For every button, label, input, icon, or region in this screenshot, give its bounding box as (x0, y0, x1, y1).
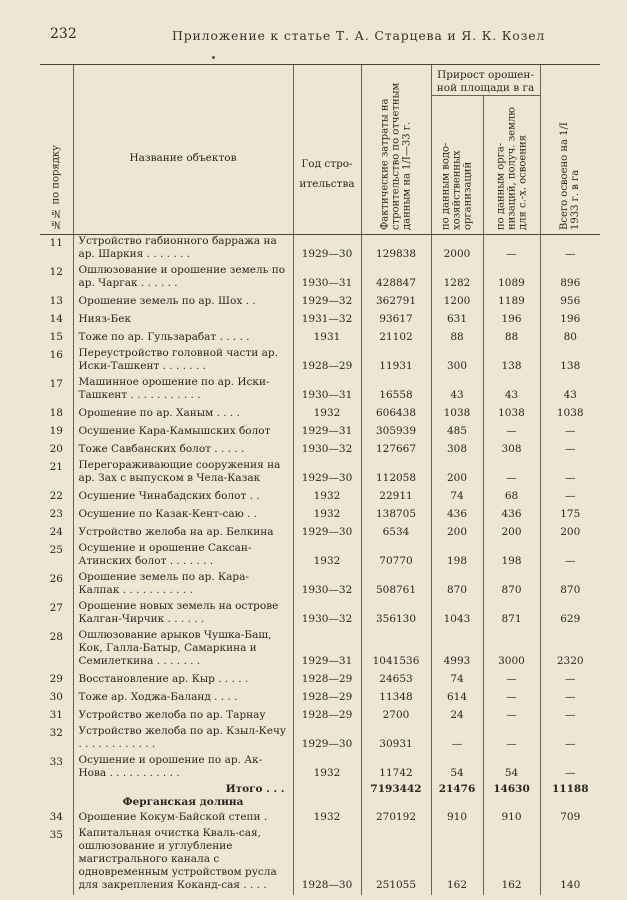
growth-water-data: 1038 (431, 405, 483, 423)
row-number: 33 (49, 756, 63, 768)
developed-area: 1038 (540, 405, 600, 423)
row-number: 25 (49, 544, 63, 556)
total-water: 21476 (431, 783, 483, 796)
developed-area: 175 (540, 506, 600, 524)
growth-land-data: 88 (483, 329, 540, 347)
developed-area: — (540, 488, 600, 506)
total-row (40, 783, 600, 796)
row-number: 35 (49, 829, 63, 841)
growth-water-data: 2000 (431, 235, 483, 265)
developed-area: — (540, 671, 600, 689)
growth-land-data: 43 (483, 376, 540, 405)
construction-year: 1929—31 (293, 629, 361, 671)
growth-water-data: 162 (431, 827, 483, 895)
construction-year: 1931—32 (293, 311, 361, 329)
growth-land-data: 162 (483, 827, 540, 895)
row-number: 21 (49, 461, 63, 473)
growth-water-data: 200 (431, 524, 483, 542)
growth-water-data: 1043 (431, 600, 483, 629)
actual-cost: 356130 (361, 600, 431, 629)
growth-land-data: 68 (483, 488, 540, 506)
row-number: 18 (49, 407, 63, 419)
growth-land-data: 436 (483, 506, 540, 524)
growth-water-data: — (431, 725, 483, 754)
growth-land-data: 870 (483, 571, 540, 600)
growth-land-data: 910 (483, 809, 540, 827)
table-row (40, 524, 600, 542)
object-name: Капитальная очистка Кваль-сая, ошлюзование и углубление магистрального канала с одновременным устройством русла для закрепления Коканд-сая . . . . (73, 827, 293, 895)
developed-area: 956 (540, 293, 600, 311)
page-number: 232 (50, 26, 77, 42)
growth-water-data: 88 (431, 329, 483, 347)
actual-cost: 362791 (361, 293, 431, 311)
growth-water-data: 485 (431, 423, 483, 441)
col-header-growth-group: Прирост орошен- ной площади в га (431, 65, 540, 96)
object-name: Орошение по ар. Ханым . . . . (73, 405, 293, 423)
object-name: Перегораживающие сооружения на ар. Зах с выпуском в Чела-Казак (73, 459, 293, 488)
developed-area: — (540, 423, 600, 441)
construction-year: 1928—29 (293, 347, 361, 376)
object-name: Нияз-Бек (73, 311, 293, 329)
object-name: Ошлюзование арыков Чушка-Баш, Кок, Галла-Батыр, Самаркина и Семилеткина . . . . . . . (73, 629, 293, 671)
developed-area: 629 (540, 600, 600, 629)
construction-year: 1932 (293, 754, 361, 783)
actual-cost: 6534 (361, 524, 431, 542)
row-number: 12 (49, 266, 63, 278)
actual-cost: 21102 (361, 329, 431, 347)
construction-year: 1930—32 (293, 441, 361, 459)
object-name: Орошение земель по ар. Кара-Калпак . . . . . . . . . . . (73, 571, 293, 600)
growth-water-data: 436 (431, 506, 483, 524)
row-number: 34 (49, 811, 63, 823)
table-row (40, 827, 600, 895)
object-name: Осушение по Казак-Кент-саю . . (73, 506, 293, 524)
actual-cost: 270192 (361, 809, 431, 827)
developed-area: 43 (540, 376, 600, 405)
table-row (40, 725, 600, 754)
growth-water-data: 200 (431, 459, 483, 488)
actual-cost: 24653 (361, 671, 431, 689)
object-name: Тоже Савбанских болот . . . . . (73, 441, 293, 459)
growth-water-data: 4993 (431, 629, 483, 671)
construction-year: 1929—32 (293, 293, 361, 311)
total-land: 14630 (483, 783, 540, 796)
object-name: Переустройство головной части ар. Иски-Ташкент . . . . . . . (73, 347, 293, 376)
construction-year: 1929—30 (293, 459, 361, 488)
growth-land-data: — (483, 423, 540, 441)
developed-area: 2320 (540, 629, 600, 671)
actual-cost: 305939 (361, 423, 431, 441)
row-number: 13 (49, 295, 63, 307)
developed-area: — (540, 707, 600, 725)
growth-water-data: 74 (431, 671, 483, 689)
developed-area: — (540, 725, 600, 754)
total-developed: 11188 (540, 783, 600, 796)
table-body-fergana (40, 809, 600, 895)
actual-cost: 30931 (361, 725, 431, 754)
growth-land-data: 196 (483, 311, 540, 329)
actual-cost: 11742 (361, 754, 431, 783)
object-name: Восстановление ар. Кыр . . . . . (73, 671, 293, 689)
growth-water-data: 54 (431, 754, 483, 783)
developed-area: — (540, 754, 600, 783)
col-header-growth-water: по данным водо- хозяйственных организаций (431, 96, 483, 235)
developed-area: — (540, 441, 600, 459)
actual-cost: 22911 (361, 488, 431, 506)
actual-cost: 70770 (361, 542, 431, 571)
table-row (40, 459, 600, 488)
construction-year: 1928—29 (293, 689, 361, 707)
growth-land-data: 1089 (483, 264, 540, 293)
actual-cost: 428847 (361, 264, 431, 293)
actual-cost: 2700 (361, 707, 431, 725)
region-title: Ферганская долина (73, 796, 293, 809)
running-title: Приложение к статье Т. А. Старцева и Я. К. Козел (172, 28, 546, 43)
page-header (0, 26, 627, 46)
row-number: 20 (49, 443, 63, 455)
object-name: Ошлюзование и орошение земель по ар. Чаргак . . . . . . (73, 264, 293, 293)
actual-cost: 127667 (361, 441, 431, 459)
actual-cost: 129838 (361, 235, 431, 265)
developed-area: 896 (540, 264, 600, 293)
construction-year: 1932 (293, 488, 361, 506)
table-row (40, 423, 600, 441)
row-number: 28 (49, 631, 63, 643)
developed-area: 80 (540, 329, 600, 347)
object-name: Орошение новых земель на острове Калган-Чирчик . . . . . . (73, 600, 293, 629)
table-row (40, 707, 600, 725)
construction-year: 1930—32 (293, 600, 361, 629)
construction-year: 1929—31 (293, 423, 361, 441)
object-name: Орошение земель по ар. Шох . . (73, 293, 293, 311)
growth-water-data: 631 (431, 311, 483, 329)
actual-cost: 1041536 (361, 629, 431, 671)
row-number: 15 (49, 331, 63, 343)
object-name: Устройство габионного барража на ар. Шаркия . . . . . . . (73, 235, 293, 265)
growth-land-data: 1189 (483, 293, 540, 311)
growth-land-data: 200 (483, 524, 540, 542)
col-header-name: Название объектов (73, 65, 293, 235)
table-row (40, 441, 600, 459)
growth-land-data: — (483, 459, 540, 488)
region-row (40, 796, 600, 809)
growth-water-data: 24 (431, 707, 483, 725)
construction-year: 1929—30 (293, 524, 361, 542)
table-row (40, 600, 600, 629)
table-total (40, 783, 600, 809)
object-name: Тоже ар. Ходжа-Баланд . . . . (73, 689, 293, 707)
growth-water-data: 43 (431, 376, 483, 405)
table-row (40, 235, 600, 265)
construction-year: 1928—29 (293, 707, 361, 725)
actual-cost: 138705 (361, 506, 431, 524)
actual-cost: 11931 (361, 347, 431, 376)
object-name: Осушение Кара-Камышских болот (73, 423, 293, 441)
col-header-no: №№ по порядку (40, 65, 73, 235)
row-number: 14 (49, 313, 63, 325)
table-row (40, 488, 600, 506)
row-number: 30 (49, 691, 63, 703)
row-number: 23 (49, 508, 63, 520)
row-number: 29 (49, 673, 63, 685)
growth-land-data: — (483, 707, 540, 725)
table-row (40, 264, 600, 293)
growth-water-data: 614 (431, 689, 483, 707)
col-header-year: Год стро- ительства (293, 65, 361, 235)
object-name: Устройство желоба на ар. Белкина (73, 524, 293, 542)
actual-cost: 508761 (361, 571, 431, 600)
row-number: 17 (49, 378, 63, 390)
developed-area: — (540, 542, 600, 571)
table-row (40, 689, 600, 707)
developed-area: 138 (540, 347, 600, 376)
object-name: Осушение и орошение Саксан-Атинских болот . . . . . . . (73, 542, 293, 571)
object-name: Тоже по ар. Гульзарабат . . . . . (73, 329, 293, 347)
col-header-developed: Всего освоено на 1/I 1933 г. в га (540, 65, 600, 235)
construction-year: 1930—31 (293, 264, 361, 293)
table-row (40, 542, 600, 571)
row-number: 32 (49, 727, 63, 739)
growth-land-data: — (483, 235, 540, 265)
col-header-growth-land: по данным орга- низаций, получ. землю для с.-х. освоения (483, 96, 540, 235)
developed-area: — (540, 459, 600, 488)
row-number: 27 (49, 602, 63, 614)
object-name: Устройство желоба по ар. Кзыл-Кечу . . . . . . . . . . . . (73, 725, 293, 754)
growth-water-data: 74 (431, 488, 483, 506)
growth-land-data: — (483, 671, 540, 689)
developed-area: — (540, 689, 600, 707)
growth-land-data: 871 (483, 600, 540, 629)
construction-year: 1931 (293, 329, 361, 347)
row-number: 24 (49, 526, 63, 538)
actual-cost: 251055 (361, 827, 431, 895)
actual-cost: 112058 (361, 459, 431, 488)
total-cost: 7193442 (361, 783, 431, 796)
developed-area: 200 (540, 524, 600, 542)
table-row (40, 405, 600, 423)
total-label: Итого . . . (73, 783, 293, 796)
table-body-main (40, 235, 600, 784)
table-row (40, 376, 600, 405)
developed-area: 196 (540, 311, 600, 329)
growth-water-data: 1282 (431, 264, 483, 293)
construction-year: 1932 (293, 405, 361, 423)
table-row (40, 754, 600, 783)
construction-year: 1932 (293, 809, 361, 827)
construction-year: 1928—30 (293, 827, 361, 895)
object-name: Устройство желоба по ар. Тарнау (73, 707, 293, 725)
developed-area: — (540, 235, 600, 265)
ink-dot (212, 56, 215, 59)
growth-water-data: 910 (431, 809, 483, 827)
actual-cost: 93617 (361, 311, 431, 329)
row-number: 31 (49, 709, 63, 721)
growth-land-data: 138 (483, 347, 540, 376)
row-number: 16 (49, 349, 63, 361)
construction-year: 1932 (293, 542, 361, 571)
growth-water-data: 870 (431, 571, 483, 600)
object-name: Осушение и орошение по ар. Ак-Нова . . . . . . . . . . . (73, 754, 293, 783)
growth-water-data: 1200 (431, 293, 483, 311)
construction-year: 1928—29 (293, 671, 361, 689)
object-name: Машинное орошение по ар. Иски-Ташкент . . . . . . . . . . . (73, 376, 293, 405)
growth-water-data: 300 (431, 347, 483, 376)
growth-water-data: 308 (431, 441, 483, 459)
table-row (40, 571, 600, 600)
construction-year: 1929—30 (293, 235, 361, 265)
table-row (40, 347, 600, 376)
actual-cost: 16558 (361, 376, 431, 405)
table-row (40, 629, 600, 671)
object-name: Орошение Кокум-Байской степи . (73, 809, 293, 827)
developed-area: 140 (540, 827, 600, 895)
row-number: 22 (49, 490, 63, 502)
growth-land-data: 1038 (483, 405, 540, 423)
growth-water-data: 198 (431, 542, 483, 571)
developed-area: 870 (540, 571, 600, 600)
col-header-cost: Фактические затраты на строительство по отчетным данным на 1/I—33 г. (361, 65, 431, 235)
actual-cost: 11348 (361, 689, 431, 707)
construction-year: 1929—30 (293, 725, 361, 754)
developed-area: 709 (540, 809, 600, 827)
table-row (40, 809, 600, 827)
construction-year: 1930—31 (293, 376, 361, 405)
row-number: 26 (49, 573, 63, 585)
construction-year: 1930—32 (293, 571, 361, 600)
table-row (40, 329, 600, 347)
construction-year: 1932 (293, 506, 361, 524)
object-name: Осушение Чинабадских болот . . (73, 488, 293, 506)
objects-table (40, 64, 600, 895)
table-row (40, 311, 600, 329)
row-number: 19 (49, 425, 63, 437)
row-number: 11 (49, 237, 63, 249)
table-row (40, 506, 600, 524)
growth-land-data: 54 (483, 754, 540, 783)
growth-land-data: — (483, 725, 540, 754)
growth-land-data: 198 (483, 542, 540, 571)
table-row (40, 293, 600, 311)
table-row (40, 671, 600, 689)
actual-cost: 606438 (361, 405, 431, 423)
growth-land-data: 308 (483, 441, 540, 459)
growth-land-data: 3000 (483, 629, 540, 671)
growth-land-data: — (483, 689, 540, 707)
